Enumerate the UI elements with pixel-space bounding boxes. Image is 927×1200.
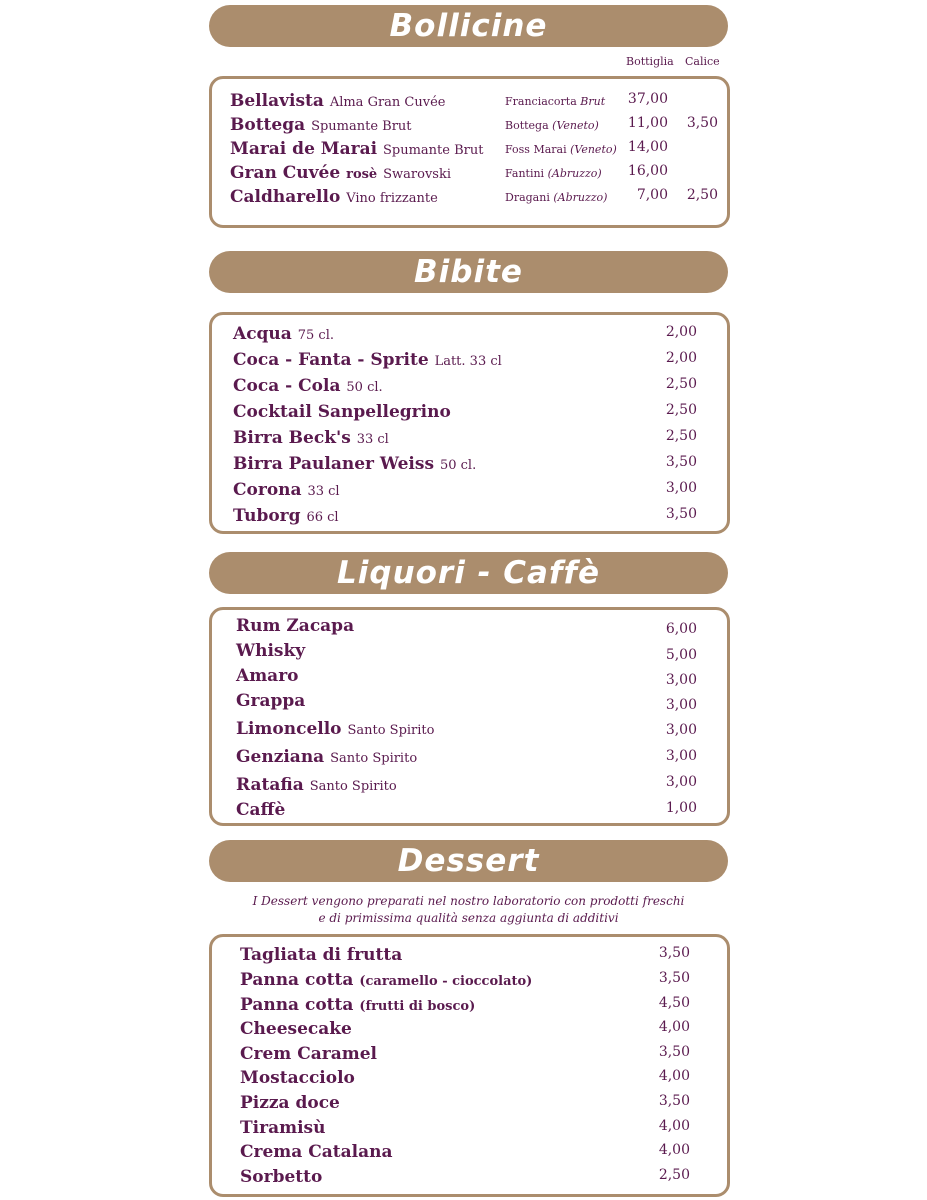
list-item: Amaro 3,00 xyxy=(236,666,697,688)
bibite-banner xyxy=(209,251,728,293)
bollicine-banner xyxy=(209,5,728,47)
list-item: Cheesecake 4,00 xyxy=(240,1019,690,1039)
glass-column-header: Calice xyxy=(685,55,720,68)
list-item: Birra Paulaner Weiss 50 cl. 3,50 xyxy=(233,454,697,474)
dessert-note: I Dessert vengono preparati nel nostro laboratorio con prodotti freschi e di primissima qualità senza aggiunta di additivi xyxy=(252,894,685,925)
list-item: Limoncello Santo Spirito 3,00 xyxy=(236,719,697,739)
list-item: Caldharello Vino frizzante Dragani (Abruzzo) 7,00 2,50 xyxy=(230,187,718,207)
list-item: Acqua 75 cl. 2,00 xyxy=(233,324,697,344)
list-item: Gran Cuvée rosè Swarovski Fantini (Abruzzo) 16,00 xyxy=(230,163,668,183)
list-item: Bottega Spumante Brut Bottega (Veneto) 11,00 3,50 xyxy=(230,115,718,135)
bollicine-title: Bollicine xyxy=(389,8,548,44)
list-item: Crema Catalana 4,00 xyxy=(240,1142,690,1162)
list-item: Coca - Fanta - Sprite Latt. 33 cl 2,00 xyxy=(233,350,697,370)
list-item: Caffè 1,00 xyxy=(236,800,697,820)
list-item: Marai de Marai Spumante Brut Foss Marai (Veneto) 14,00 xyxy=(230,139,668,159)
liquori-list xyxy=(209,607,730,826)
bottle-column-header: Bottiglia xyxy=(626,55,674,68)
list-item: Crem Caramel 3,50 xyxy=(240,1044,690,1064)
list-item: Grappa 3,00 xyxy=(236,691,697,713)
list-item: Tagliata di frutta 3,50 xyxy=(240,945,690,965)
list-item: Tuborg 66 cl 3,50 xyxy=(233,506,697,526)
dessert-banner xyxy=(209,840,728,882)
list-item: Rum Zacapa 6,00 xyxy=(236,616,697,637)
list-item: Pizza doce 3,50 xyxy=(240,1093,690,1113)
list-item: Genziana Santo Spirito 3,00 xyxy=(236,747,697,767)
list-item: Panna cotta (frutti di bosco) 4,50 xyxy=(240,995,690,1015)
dessert-list xyxy=(209,934,730,1197)
bollicine-list xyxy=(209,76,730,228)
list-item: Birra Beck's 33 cl 2,50 xyxy=(233,428,697,448)
list-item: Mostacciolo 4,00 xyxy=(240,1068,690,1088)
list-item: Corona 33 cl 3,00 xyxy=(233,480,697,500)
list-item: Cocktail Sanpellegrino 2,50 xyxy=(233,402,697,422)
list-item: Ratafia Santo Spirito 3,00 xyxy=(236,774,697,795)
list-item: Coca - Cola 50 cl. 2,50 xyxy=(233,376,697,396)
list-item: Whisky 5,00 xyxy=(236,641,697,663)
bibite-list xyxy=(209,312,730,534)
liquori-banner xyxy=(209,552,728,594)
liquori-title: Liquori - Caffè xyxy=(337,555,600,591)
list-item: Tiramisù 4,00 xyxy=(240,1118,690,1138)
bibite-title: Bibite xyxy=(414,254,523,290)
list-item: Panna cotta (caramello - cioccolato) 3,50 xyxy=(240,970,690,990)
list-item: Bellavista Alma Gran Cuvée Franciacorta Brut 37,00 xyxy=(230,91,668,111)
dessert-title: Dessert xyxy=(397,843,540,879)
list-item: Sorbetto 2,50 xyxy=(240,1167,690,1187)
